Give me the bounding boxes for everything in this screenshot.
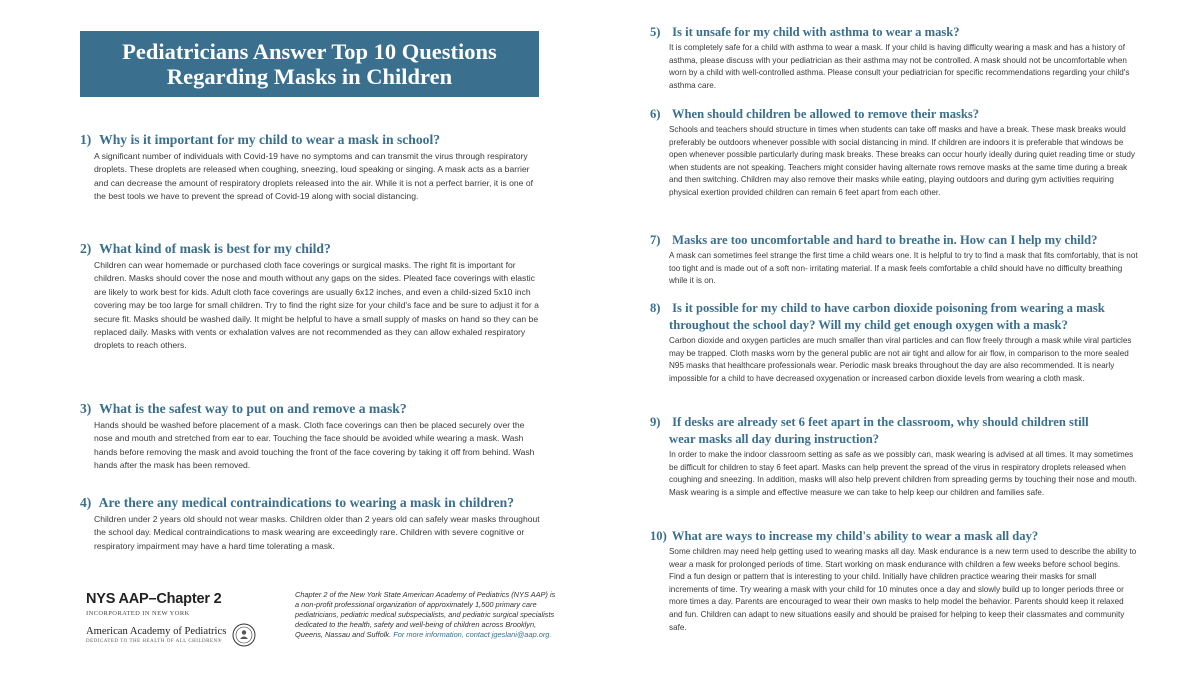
question-title-continued: throughout the school day? Will my child get enough oxygen with a mask? <box>669 318 1068 332</box>
question-heading <box>650 232 1138 249</box>
question-heading <box>80 494 545 512</box>
question-title: Why is it important for my child to wear a mask in school? <box>99 132 441 147</box>
question-number: 2) <box>80 241 92 256</box>
answer-text: Hands should be washed before placement of a mask. Cloth face coverings can then be placed securely over the nose and mouth and stretched from ear to ear. Touching the face should be avoided while wearing a mask. Wash hands before removing the mask and avoid touching the front of the face covering by taking it off from behind. Wash hands after the mask has been removed. <box>94 420 535 471</box>
answer-text: A mask can sometimes feel strange the first time a child wears one. It is helpful to try to find a mask that fits comfortably, that is not too tight and is made out of a soft non- irritating material. If a mask feels comfortable a child should have no difficulty breathing while it is on. <box>669 251 1138 286</box>
question-heading <box>650 106 1138 123</box>
incorporated-label: INCORPORATED IN NEW YORK <box>86 610 190 617</box>
answer-text: It is completely safe for a child with asthma to wear a mask. If your child is having difficulty wearing a mask and has a history of asthma, please discuss with your pediatrician as their asthma may not be controlled. A mask should not be uncomfortable when worn by a child with well-controlled asthma. Please consult your pediatrician for specific recommendations regarding your child's asthma care. <box>669 43 1130 90</box>
question-heading <box>80 240 545 258</box>
answer-text: Some children may need help getting used to wearing masks all day. Mask endurance is a new term used to describe the ability to wear a mask for prolonged periods of time. Start working on mask endurance with children a few weeks before school begins. Find a fun design or pattern that is interesting to your child. Initially have children practice wearing their masks for small increments of time. Try wearing a mask with your child for 10 minutes once a day and slowly build up to longer periods three or more times a day. Parents are encouraged to wear their own masks to help model the behavior. Parents should keep it relaxed and fun. Children can adapt to new situations easily and should be praised for helping to keep their classmates and community safe. <box>669 547 1137 632</box>
question-number: 1) <box>80 132 92 147</box>
question-9 <box>650 414 1138 499</box>
contact-info: For more information, contact jgeslani@aap.org. <box>393 629 552 639</box>
answer-text: Carbon dioxide and oxygen particles are much smaller than viral particles and can flow freely through a mask while viral particles may be trapped. Cloth masks worn by the general public are not air tight and allow for air flow, in comparison to the more sealed N95 masks that healthcare professionals wear. Periodic mask breaks throughout the day are also recommended. It is nearly impossible for a child to have decreased oxygenation or increased carbon dioxide levels from wearing a cloth mask. <box>669 336 1132 383</box>
page-title-line2: Regarding Masks in Children <box>166 64 453 89</box>
question-6 <box>650 106 1138 200</box>
question-title: Is it possible for my child to have carbon dioxide poisoning from wearing a mask <box>672 301 1105 315</box>
answer-text: Schools and teachers should structure in times when students can take off masks and have a break. These mask breaks would preferably be outdoors whenever possible with social distancing in mind. If children are indoors it is preferable that windows be open whenever possible particularly during mask breaks. These breaks can occur hourly ideally during quiet reading time or study when students are not speaking. Teachers might consider having alternate rows remove masks at the same time during a break and then switching. Children may also remove their masks while eating, playing outdoors and during gym activities requiring physical exertion provided children can remain 6 feet apart from each other. <box>669 125 1135 197</box>
answer-text: In order to make the indoor classroom setting as safe as we possibly can, mask wearing is advised at all times. It may sometimes be difficult for children to stay 6 feet apart. Masks can help prevent the spread of the virus in respiratory droplets released when coughing and sneezing. In addition, masks will also help prevent children from spreading germs by touching their nose and mouth. Mask wearing is a simple and effective measure we can take to help keep our children and families safe. <box>669 450 1137 497</box>
question-heading <box>80 400 545 418</box>
question-title: Is it unsafe for my child with asthma to wear a mask? <box>672 25 960 39</box>
question-number: 9) <box>650 415 661 429</box>
title-banner <box>80 31 539 97</box>
question-number: 7) <box>650 233 661 247</box>
question-heading <box>80 131 545 149</box>
question-title: Are there any medical contraindications to wearing a mask in children? <box>98 495 515 510</box>
question-heading <box>650 300 1138 334</box>
question-title: If desks are already set 6 feet apart in the classroom, why should children still <box>672 415 1089 429</box>
question-number: 4) <box>80 495 92 510</box>
question-title: What is the safest way to put on and remove a mask? <box>99 401 407 416</box>
question-title: When should children be allowed to remove their masks? <box>671 107 980 121</box>
answer-text: Children can wear homemade or purchased cloth face coverings or surgical masks. The right fit is important for children. Masks should cover the nose and mouth without any gaps on the sides. Pleated face coverings with elastic are likely to work best for kids. Adult cloth face coverings are usually 6x12 inches, and even a child-sized 5x10 inch covering may be too large for small children. Try to find the right size for your child's face and be sure to adjust it for a secure fit. Masks should be washed daily. It might be helpful to have a small supply of masks on hand so they can be replaced daily. Masks with vents or exhalation valves are not recommended as they can allow exhaled respiratory droplets to reach others. <box>94 260 539 351</box>
question-number: 6) <box>650 107 661 121</box>
question-4 <box>80 494 545 553</box>
question-1 <box>80 131 545 204</box>
aap-tagline: DEDICATED TO THE HEALTH OF ALL CHILDREN® <box>86 639 222 644</box>
question-3 <box>80 400 545 473</box>
question-number: 5) <box>650 25 661 39</box>
chapter-description: Chapter 2 of the New York State American Academy of Pediatrics (NYS AAP) is a non-profit professional organization of approximately 1,500 primary care pediatricians, pediatric medical subspecialists, and pediatric surgical specialists dedicated to the health, safety and well-being of children across Brooklyn, Queens, Nassau and Suffolk. <box>295 590 556 639</box>
question-title: Masks are too uncomfortable and hard to breathe in. How can I help my child? <box>672 233 1098 247</box>
question-10 <box>650 528 1138 634</box>
footer-description <box>295 590 557 640</box>
chapter-logo <box>86 591 276 647</box>
aap-name: American Academy of Pediatrics <box>86 626 227 637</box>
org-name: NYS AAP–Chapter 2 <box>86 591 222 607</box>
question-number: 3) <box>80 401 92 416</box>
answer-text: A significant number of individuals with Covid-19 have no symptoms and can transmit the virus through respiratory droplets. These droplets are released when coughing, sneezing, loud speaking or singing. A mask acts as a barrier and can decrease the amount of respiratory droplets released into the air. While it is not a perfect barrier, it is one of the best tools we have to prevent the spread of Covid-19 along with social distancing. <box>94 151 533 202</box>
aap-seal-icon <box>232 623 256 647</box>
question-number: 8) <box>650 301 661 315</box>
question-title: What kind of mask is best for my child? <box>99 241 331 256</box>
answer-text: Children under 2 years old should not wear masks. Children older than 2 years old can safely wear masks throughout the school day. Medical contraindications to mask wearing are exceedingly rare. Children with severe cognitive or respiratory impairment may have a hard time tolerating a mask. <box>94 514 540 551</box>
question-8 <box>650 300 1138 385</box>
question-title: What are ways to increase my child's ability to wear a mask all day? <box>671 529 1039 543</box>
aap-logo <box>86 623 276 647</box>
question-heading <box>650 528 1138 545</box>
question-number: 10) <box>650 529 667 543</box>
question-title-continued: wear masks all day during instruction? <box>669 432 880 446</box>
question-heading <box>650 24 1138 41</box>
page-title-line1: Pediatricians Answer Top 10 Questions <box>122 39 497 64</box>
question-2 <box>80 240 545 353</box>
question-7 <box>650 232 1138 288</box>
question-5 <box>650 24 1138 92</box>
question-heading <box>650 414 1138 448</box>
